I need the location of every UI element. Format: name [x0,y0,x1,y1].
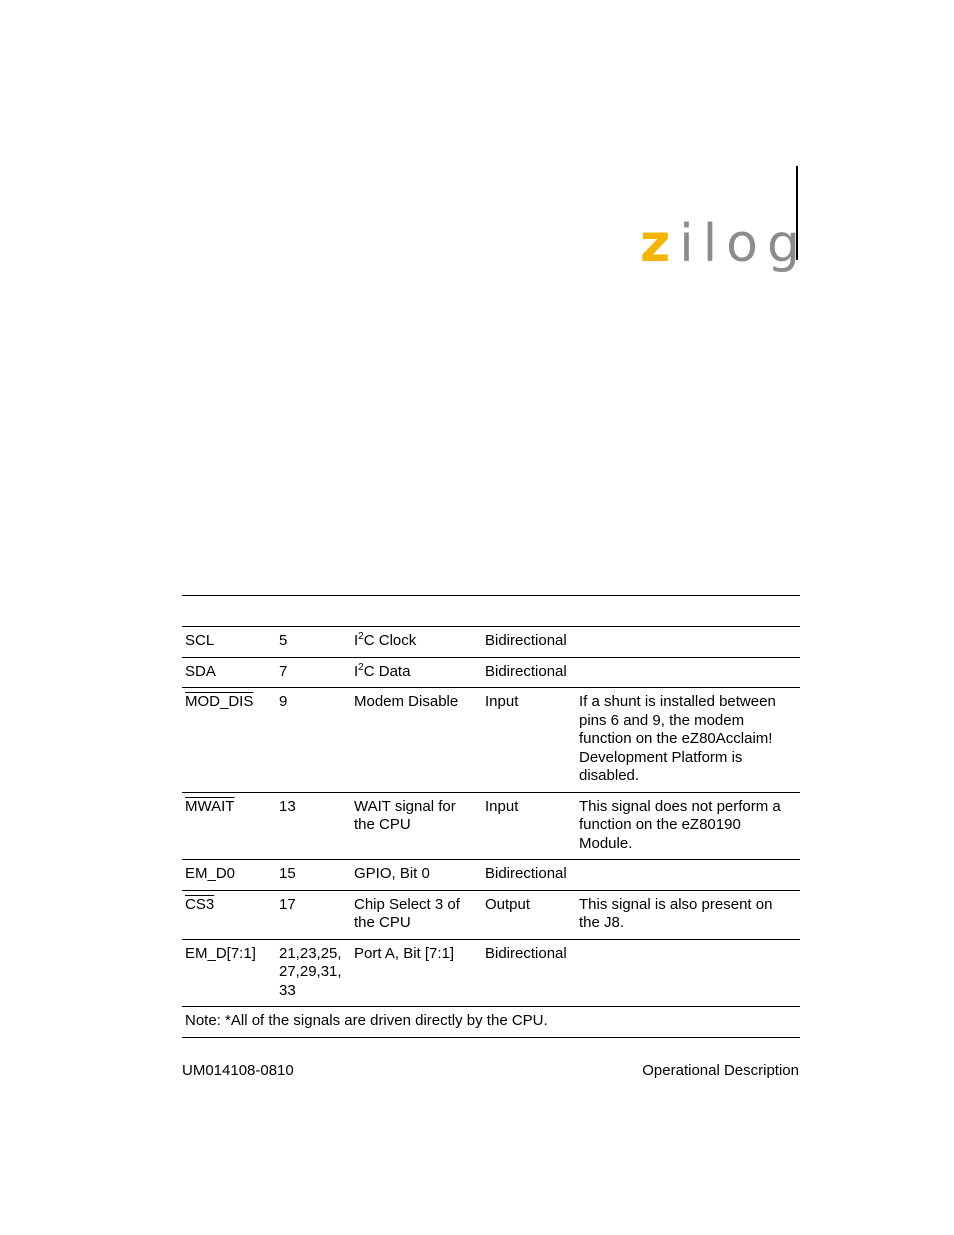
signal-description: $I^2C$ Data [351,657,482,688]
signal-name: SCL [182,627,276,658]
signal-direction: Bidirectional [482,657,576,688]
signal-description: $I^2C$ Clock [351,627,482,658]
table-row [182,688,800,793]
table-row [182,860,800,891]
pin-number: 17 [276,890,351,939]
pin-number: 15 [276,860,351,891]
signal-direction: Input [482,792,576,860]
signal-description: GPIO, Bit 0 [351,860,482,891]
signal-name: EM_D[7:1] [182,939,276,1007]
signal-notes: This signal is also present on the J8. [576,890,800,939]
table-note: Note: *All of the signals are driven directly by the CPU. [182,1007,800,1038]
table-note-row [182,1007,800,1038]
table-row [182,890,800,939]
signal-direction: Bidirectional [482,627,576,658]
signal-description: Chip Select 3 of the CPU [351,890,482,939]
signal-description: Port A, Bit [7:1] [351,939,482,1007]
table-row [182,939,800,1007]
zilog-logo [640,212,809,276]
signal-name: MOD_DIS [182,688,276,793]
footer-doc-id: UM014108-0810 [182,1062,294,1079]
pin-number: 9 [276,688,351,793]
signal-name: CS3 [182,890,276,939]
table-row [182,792,800,860]
footer-section: Operational Description [642,1062,799,1079]
pin-number: 5 [276,627,351,658]
signal-direction: Input [482,688,576,793]
table-row [182,627,800,658]
signal-notes [576,657,800,688]
signal-table [182,626,800,1038]
signal-name: MWAIT [182,792,276,860]
signal-description: WAIT signal for the CPU [351,792,482,860]
signal-notes [576,627,800,658]
signal-notes [576,939,800,1007]
signal-notes [576,860,800,891]
table-top-rule [182,595,800,596]
signal-notes: This signal does not perform a function on the eZ80190 Module. [576,792,800,860]
signal-notes: If a shunt is installed between pins 6 and 9, the modem function on the eZ80Acclaim! Development Platform is disabled. [576,688,800,793]
signal-direction: Output [482,890,576,939]
signal-direction: Bidirectional [482,860,576,891]
signal-name: SDA [182,657,276,688]
pin-number: 7 [276,657,351,688]
table-row [182,657,800,688]
logo-z: z [640,214,680,274]
signal-description: Modem Disable [351,688,482,793]
pin-number: 21,23,25, 27,29,31, 33 [276,939,351,1007]
logo-rest: ilog [679,214,809,274]
pin-number: 13 [276,792,351,860]
signal-name: EM_D0 [182,860,276,891]
signal-direction: Bidirectional [482,939,576,1007]
